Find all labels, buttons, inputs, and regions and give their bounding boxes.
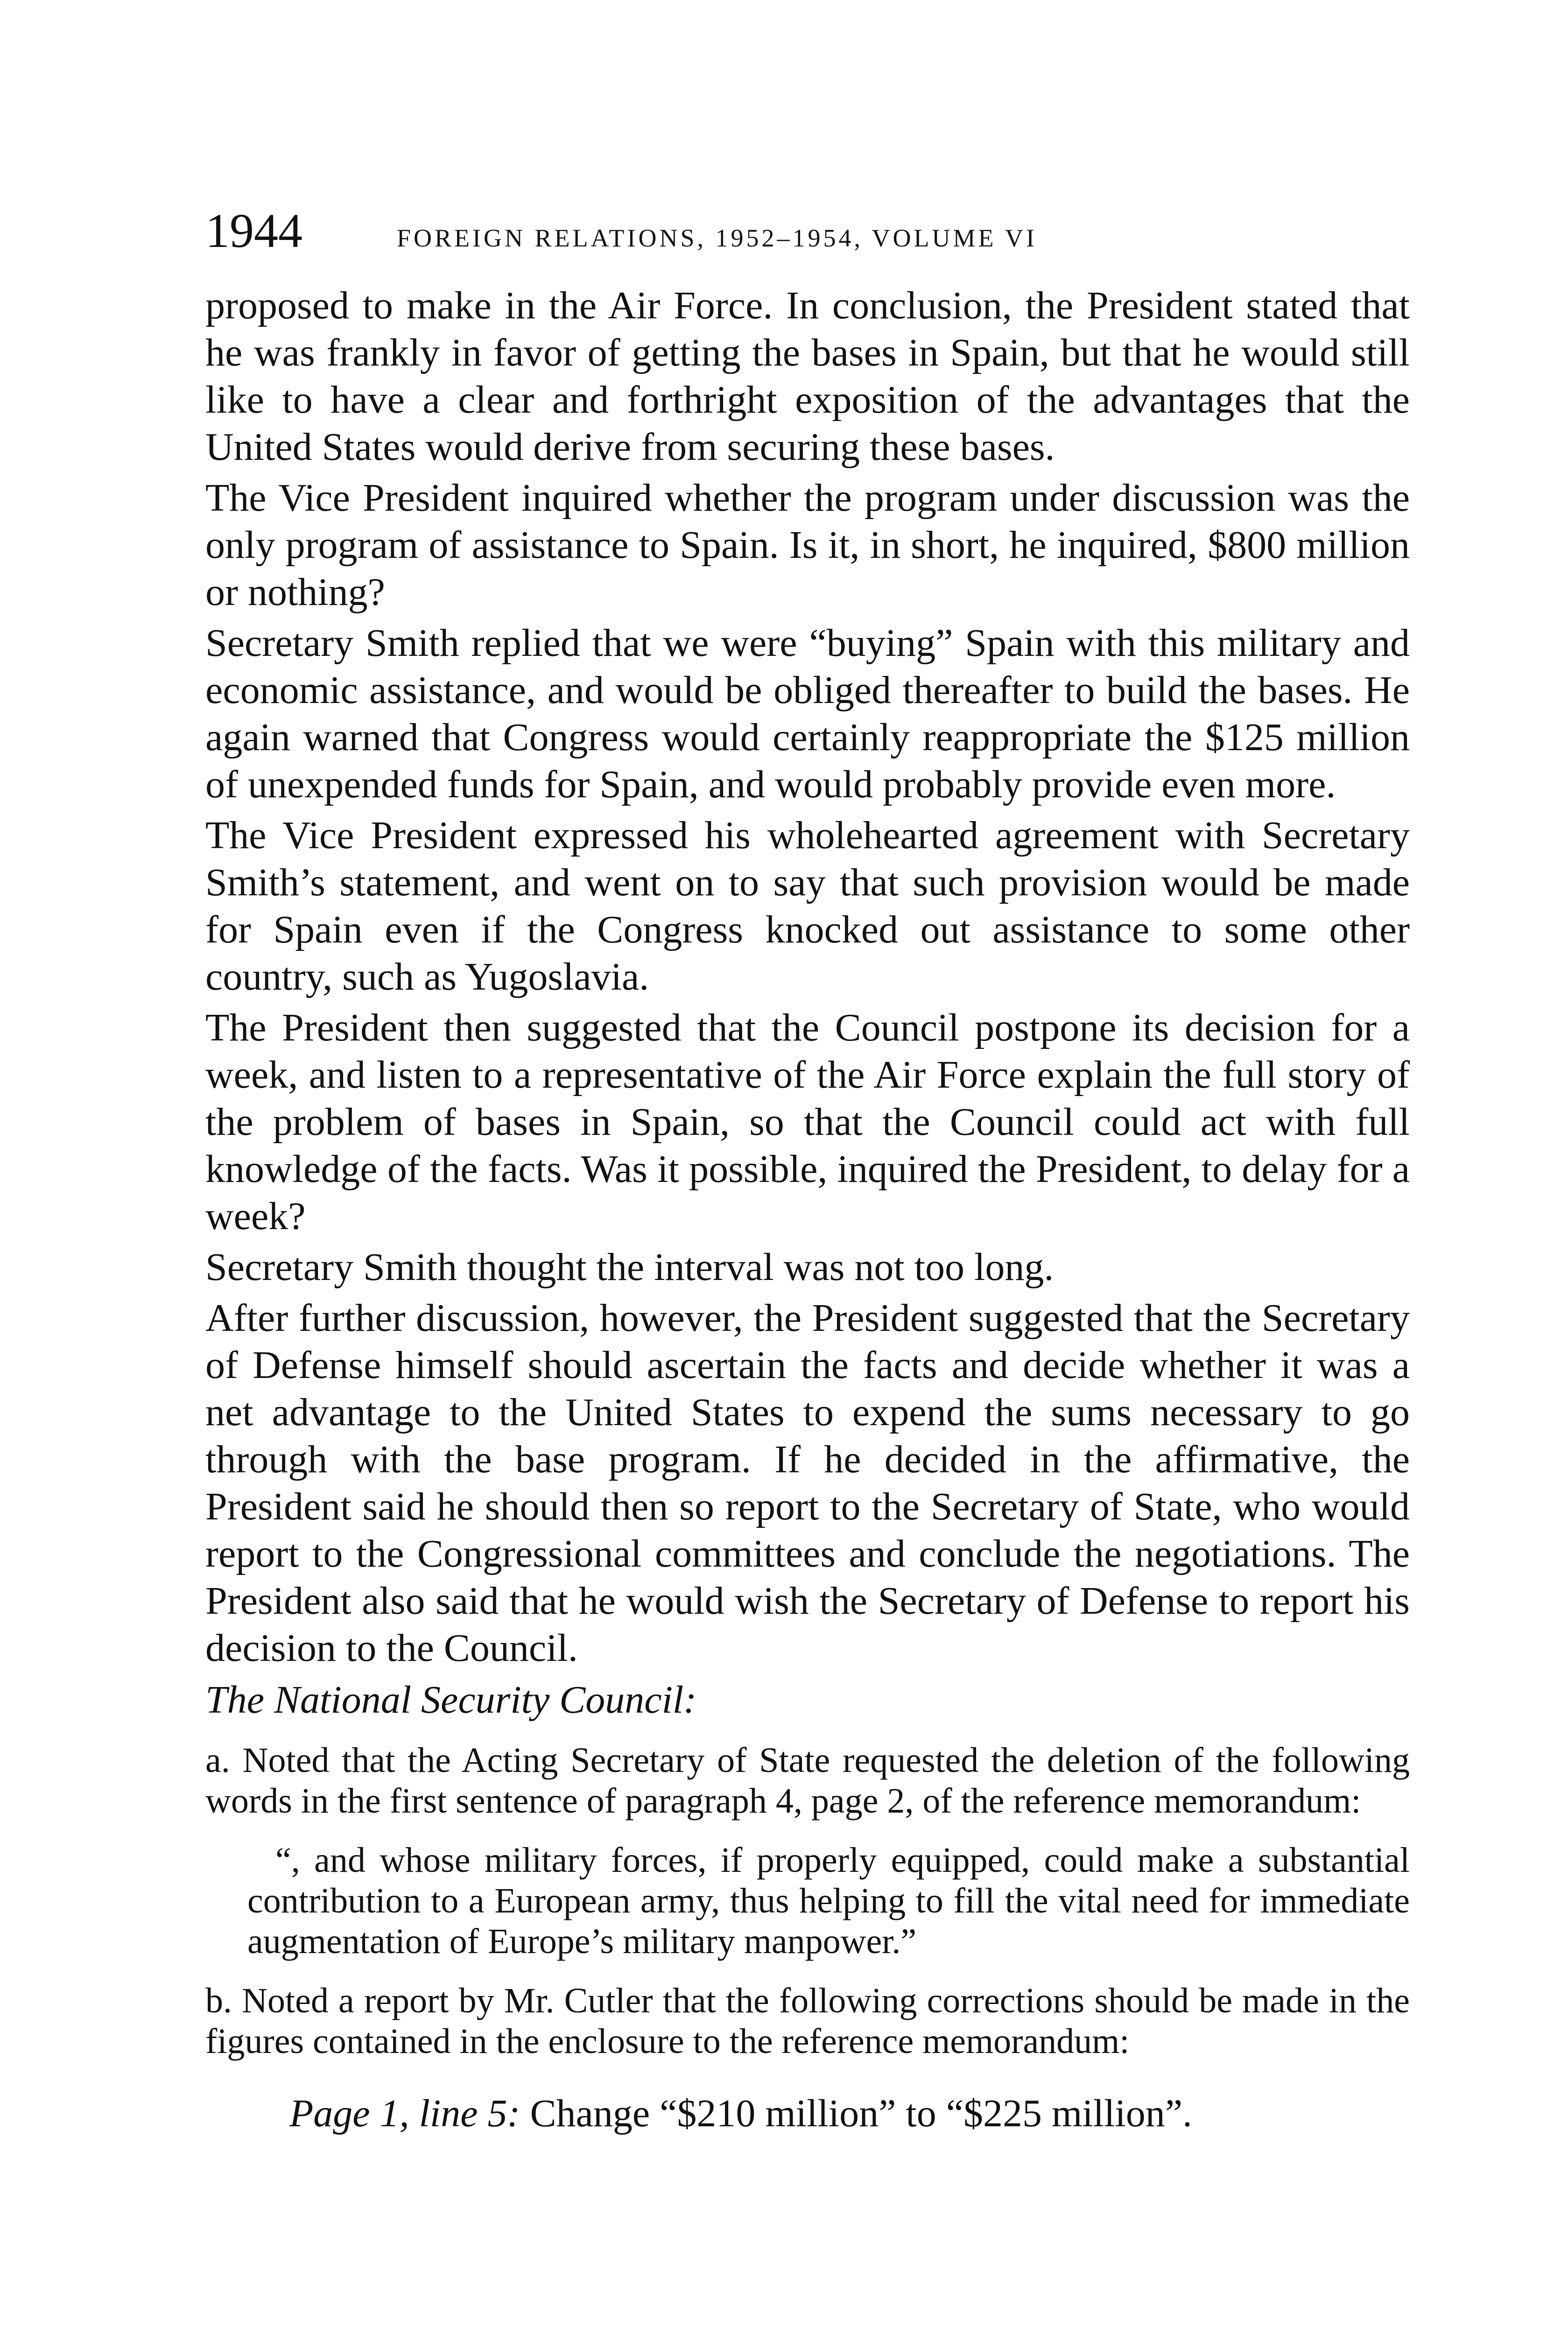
paragraph-5: The President then suggested that the Council postpone its decision for a week, and listen to a representative of the Air Force explain the full story of the problem of bases in Spain, so that the Council could act with full knowledge of the facts. Was it possible, inquired the President, to delay for a week? [205, 1006, 1410, 1238]
paragraph-2: The Vice President inquired whether the program under discussion was the only program of assistance to Spain. Is it, in short, he inquired, $800 million or nothing? [205, 476, 1410, 614]
document-page [205, 196, 1410, 2137]
correction-label: Page 1, line 5: [289, 2092, 520, 2135]
paragraph-1: proposed to make in the Air Force. In conclusion, the President stated that he was frankly in favor of getting the bases in Spain, but that he would still like to have a clear and forthright exposition of the advantages that the United States would derive from securing these bases. [205, 284, 1410, 469]
action-a: a. Noted that the Acting Secretary of State requested the deletion of the following words in the first sentence of paragraph 4, page 2, of the reference memorandum: [205, 1741, 1410, 1821]
paragraph-7: After further discussion, however, the President suggested that the Secretary of Defense himself should ascertain the facts and decide whether it was a net advantage to the United States to expend the sums necessary to go through with the base program. If he decided in the affirmative, the President said he should then so report to the Secretary of State, who would report to the Congressional committees and conclude the negotiations. The President also said that he would wish the Secretary of Defense to report his decision to the Council. [205, 1296, 1410, 1670]
page-number: 1944 [205, 204, 302, 258]
paragraph-4: The Vice President expressed his wholehearted agreement with Secretary Smith’s statement, and went on to say that such provision would be made for Spain even if the Congress knocked out assistance to some other country, such as Yugoslavia. [205, 814, 1410, 998]
block-quote: “, and whose military forces, if properly equipped, could make a substantial contribution to a European army, thus helping to fill the vital need for immediate augmentation of Europe’s military manpower.” [247, 1841, 1410, 1961]
body-text [205, 282, 1410, 2137]
correction-line [289, 2090, 1410, 2137]
correction-text: Change “$210 million” to “$225 million”. [530, 2092, 1192, 2135]
paragraph-6: Secretary Smith thought the interval was not too long. [205, 1245, 1054, 1289]
running-head [205, 196, 1410, 266]
action-b: b. Noted a report by Mr. Cutler that the following corrections should be made in the figures contained in the enclosure to the reference memorandum: [205, 1981, 1410, 2061]
council-heading: The National Security Council: [205, 1678, 697, 1722]
running-title: FOREIGN RELATIONS, 1952–1954, VOLUME VI [397, 224, 1038, 252]
paragraph-3: Secretary Smith replied that we were “buying” Spain with this military and economic assistance, and would be obliged thereafter to build the bases. He again warned that Congress would certainly reappropriate the $125 million of unexpended funds for Spain, and would probably provide even more. [205, 621, 1410, 806]
